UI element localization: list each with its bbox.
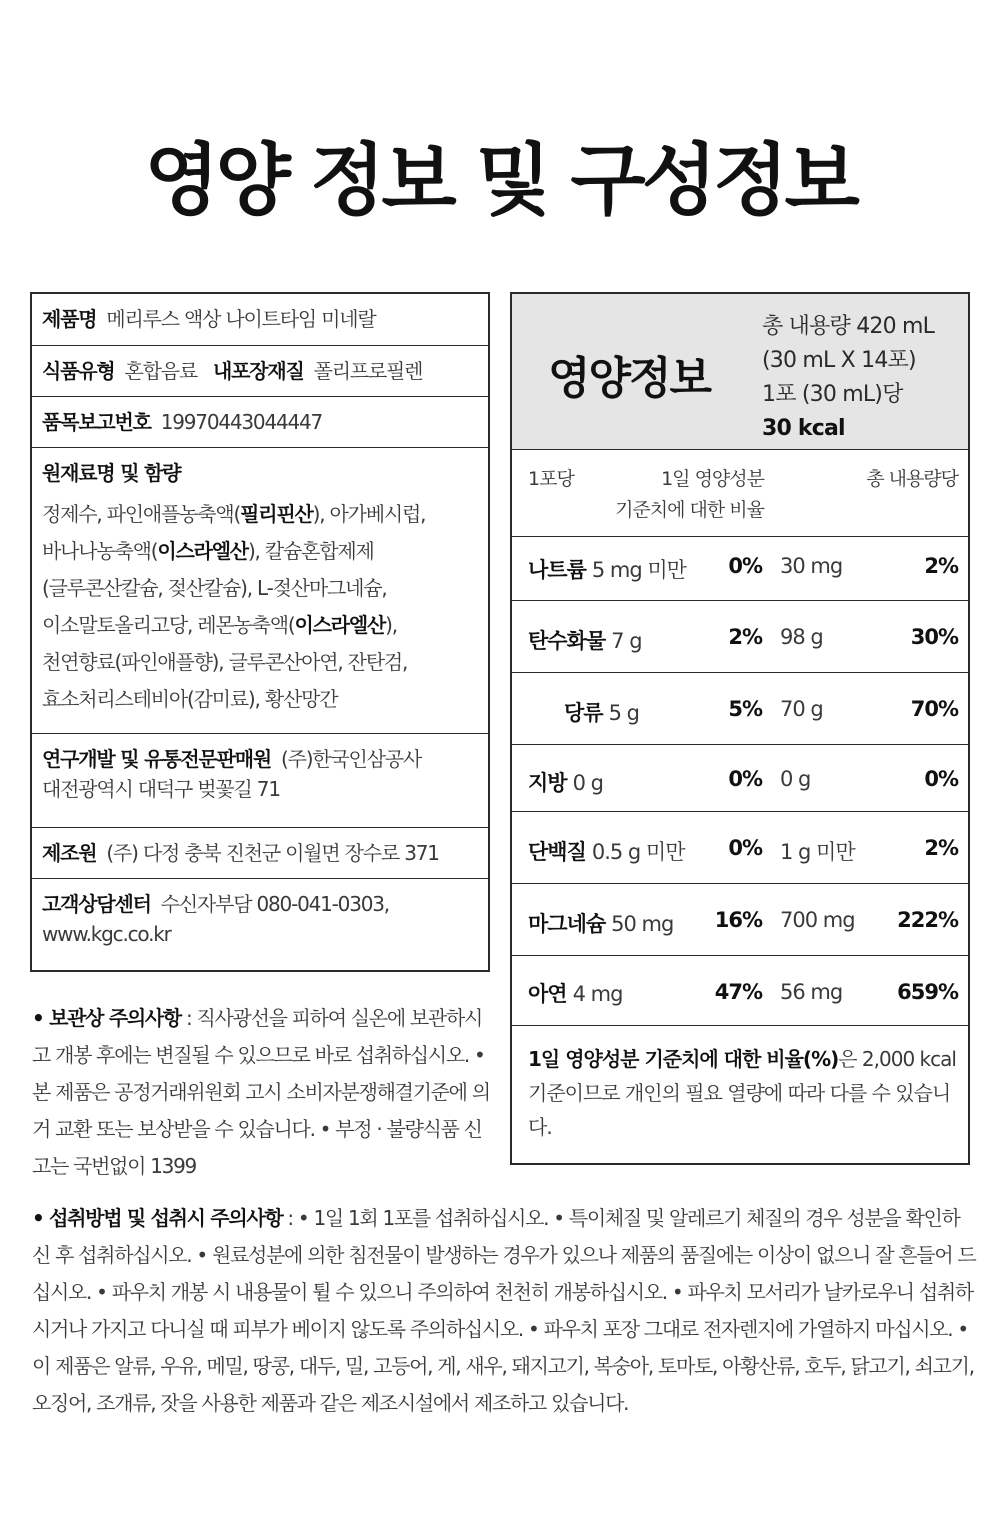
page-title: 영양 정보 및 구성정보 xyxy=(144,136,856,226)
distributor-label: 연구개발 및 유통전문판매원 xyxy=(42,747,271,771)
customer-center-row xyxy=(32,879,488,970)
product-name-label: 제품명 xyxy=(42,307,97,331)
nutrient-row: 지방 0 g 0% 0 g 0% xyxy=(512,745,968,812)
distributor-address: 대전광역시 대덕구 벚꽃길 71 xyxy=(42,777,280,801)
nutrient-row: 나트륨 5 mg 미만 0% 30 mg 2% xyxy=(512,537,968,601)
nutrient-row: 마그네슘 50 mg 16% 700 mg 222% xyxy=(512,884,968,956)
intake-notes-text: : • 1일 1회 1포를 섭취하십시오. • 특이체질 및 알레르기 체질의 경우 성분을 확인하신 후 섭취하십시오. • 원료성분에 의한 침전물이 발생하는 경우가 있으나 제품의 품질에는 이상이 없으니 잘 흔들어 드십시오. • 파우치 개봉 시 내용물이 튈 수 있으니 주의하여 천천히 개봉하십시오. • 파우치 모서리가 날카로우니 섭취하시거나 가지고 다니실 때 피부가 베이지 않도록 주의하십시오. • 파우치 포장 그대로 전자렌지에 가열하지 마십시오. • 이 제품은 알류, 우유, 메밀, 땅콩, 대두, 밀, 고등어, 게, 새우, 돼지고기, 복숭아, 토마토, 아황산류, 호두, 닭고기, 쇠고기, 오징어, 조개류, 잣을 사용한 제품과 같은 제조시설에서 제조하고 있습니다. xyxy=(32,1206,976,1415)
nutrition-total xyxy=(762,310,934,446)
raw-line: 효소처리스테비아(감미료), 황산망간 xyxy=(42,687,338,711)
storage-note-label: • 보관상 주의사항 xyxy=(32,1006,181,1030)
customer-center-web: www.kgc.co.kr xyxy=(42,922,171,946)
column-per-pack: 1포당 xyxy=(528,468,574,490)
distributor-row xyxy=(32,734,488,828)
nutrient-row: 단백질 0.5 g 미만 0% 1 g 미만 2% xyxy=(512,812,968,884)
nutrient-row: 당류 5 g 5% 70 g 70% xyxy=(512,673,968,745)
nutrition-title: 영양정보 xyxy=(548,353,711,404)
report-number-label: 품목보고번호 xyxy=(42,410,151,434)
raw-materials-row xyxy=(32,448,488,734)
report-number-row xyxy=(32,397,488,448)
manufacturer-row xyxy=(32,828,488,879)
nutrition-footnote: 1일 영양성분 기준치에 대한 비율(%)은 2,000 kcal 기준이므로 개인의 필요 열량에 따라 다를 수 있습니다. xyxy=(528,1047,956,1139)
food-type-row xyxy=(32,346,488,397)
food-type-label: 식품유형 xyxy=(42,359,115,383)
food-type-value: 혼합음료 xyxy=(124,359,197,383)
raw-line: 바나나농축액(이스라엘산), 칼슘혼합제제 xyxy=(42,539,374,563)
distributor-value: (주)한국인삼공사 xyxy=(280,747,422,771)
product-name-row xyxy=(32,294,488,346)
raw-line: 정제수, 파인애플농축액(필리핀산), 아가베시럽, xyxy=(42,502,426,526)
product-name-value: 메리루스 액상 나이트타임 미네랄 xyxy=(106,307,376,331)
per-serving: 1포 (30 mL)당 xyxy=(762,382,903,407)
customer-center-phone: 수신자부담 080-041-0303, xyxy=(160,892,389,916)
storage-note-text: : 직사광선을 피하여 실온에 보관하시고 개봉 후에는 변질될 수 있으므로 바로 섭취하십시오. • 본 제품은 공정거래위원회 고시 소비자분쟁해결기준에 의거 교환 또는 보상받을 수 있습니다. • 부정 · 불량식품 신고는 국번없이 1399 xyxy=(32,1006,490,1178)
raw-materials-list xyxy=(42,496,478,718)
nutrition-header xyxy=(512,294,968,450)
total-volume-detail: (30 mL X 14포) xyxy=(762,348,916,373)
nutrition-panel xyxy=(510,292,970,1165)
raw-line: (글루콘산칼슘, 젖산칼슘), L-젖산마그네슘, xyxy=(42,576,387,600)
packaging-value: 폴리프로필렌 xyxy=(313,359,423,383)
column-total: 총 내용량당 xyxy=(866,468,958,490)
customer-center-label: 고객상담센터 xyxy=(42,892,151,916)
raw-line: 이소말토올리고당, 레몬농축액(이스라엘산), xyxy=(42,613,397,637)
manufacturer-label: 제조원 xyxy=(42,841,97,865)
nutrient-row: 탄수화물 7 g 2% 98 g 30% xyxy=(512,601,968,673)
raw-line: 천연향료(파인애플향), 글루콘산아연, 잔탄검, xyxy=(42,650,408,674)
packaging-label: 내포장재질 xyxy=(212,359,304,383)
report-number-value: 19970443044447 xyxy=(160,410,323,434)
manufacturer-value: (주) 다정 충북 진천군 이월면 장수로 371 xyxy=(106,841,439,865)
intake-notes xyxy=(32,1200,977,1422)
calories: 30 kcal xyxy=(762,416,845,441)
storage-note xyxy=(32,1000,492,1185)
intake-notes-label: • 섭취방법 및 섭취시 주의사항 xyxy=(32,1206,283,1230)
raw-materials-label: 원재료명 및 함량 xyxy=(42,461,181,485)
product-info-box xyxy=(30,292,490,972)
nutrient-row: 아연 4 mg 47% 56 mg 659% xyxy=(512,956,968,1026)
column-daily-value: 1일 영양성분 기준치에 대한 비율 xyxy=(615,468,764,521)
nutrition-column-header xyxy=(512,450,968,537)
total-volume: 총 내용량 420 mL xyxy=(762,314,935,339)
